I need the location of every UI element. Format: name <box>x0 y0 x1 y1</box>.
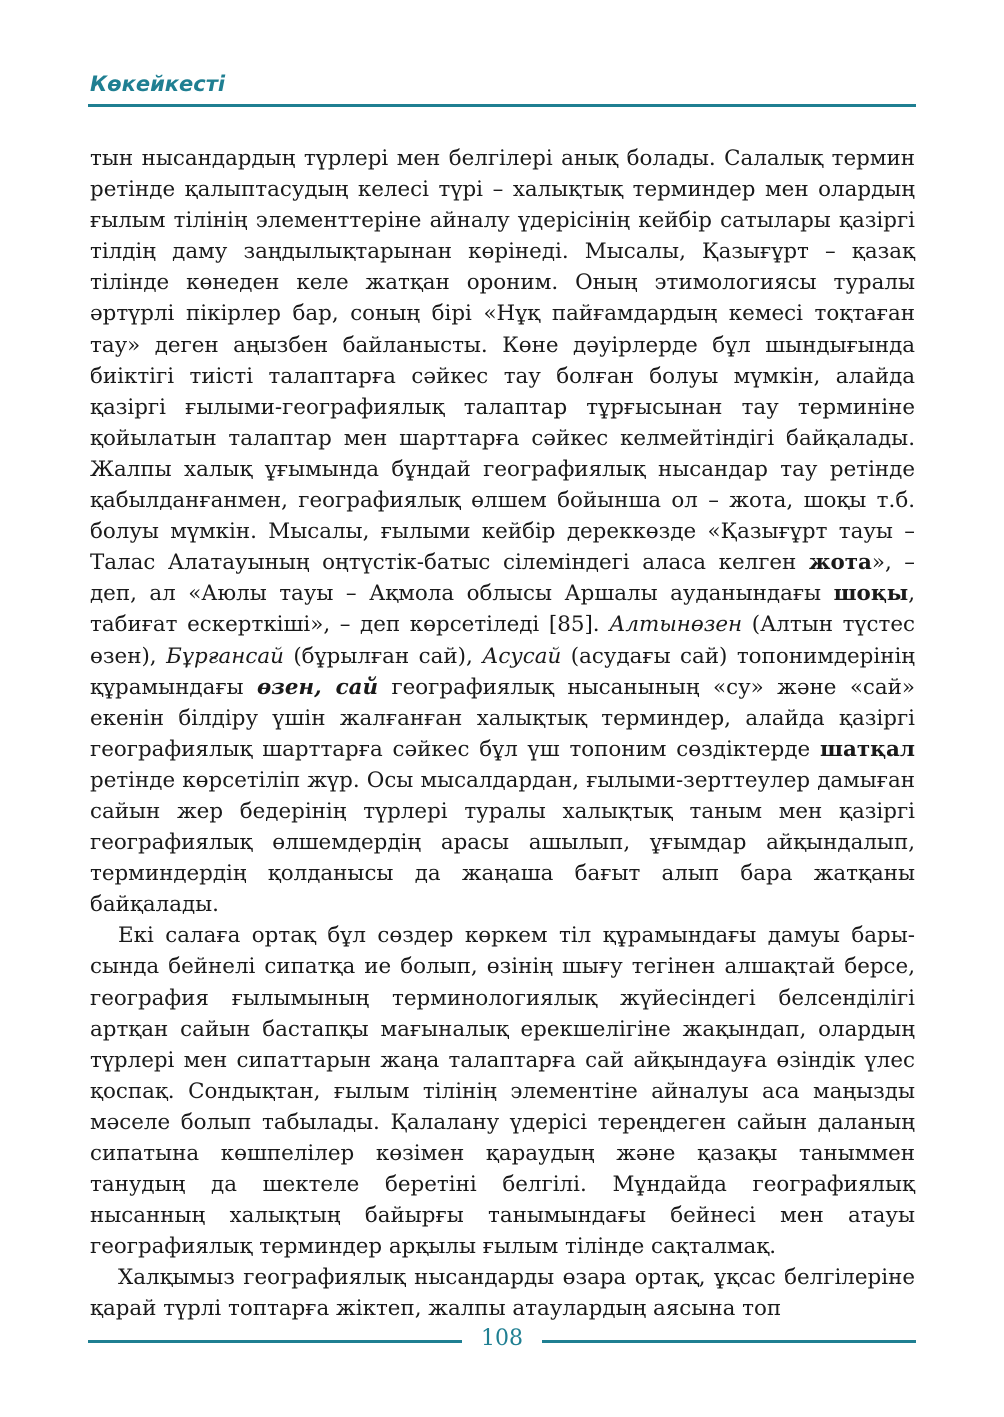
text-run: тын нысандардың түрлері мен белгілері анық болады. Салалық термин ретінде қалыптасудың келесі түрі – халықтық терминдер мен олардың ғылым тілінің элементтеріне айналу үдерісінің кейбір сатылары қазіргі тілдің даму заңдылықтарынан көрінеді. Мысалы, Қазығұрт – қазақ тілінде көнеден келе жатқан ороним. Оның этимологиясы туралы әртүрлі пікірлер бар, соның бірі «Нұқ пайғамдардың кемесі тоқтаған тау» деген аңызбен байланысты. Көне дәуірлерде бұл шындығында биіктігі тиісті талаптарға сәйкес тау болған болуы мүмкін, алайда қазіргі ғылыми-географиялық талаптар тұрғысынан тау терминіне қойылатын талаптар мен шарттарға сәйкес келмейтіндігі байқалады. Жалпы халық ұғымында бұндай географиялық нысандар тау ретінде қабылданғанмен, географиялық өлшем бойынша ол – жота, шоқы т.б. болуы мүмкін. Мысалы, ғылыми кейбір дереккөзде «Қазығұрт тауы – Талас Алатауының оңтүстік-батыс сілеміндегі аласа келген <box>90 146 915 576</box>
emphasized-term: Бұрғансай <box>166 643 284 669</box>
text-run: (асудағы сай) топонимдерінің құрамындағы <box>90 643 916 700</box>
text-run: Халқымыз географиялық нысандарды өзара ортақ, ұқсас белгілеріне қарай түрлі топтарға жіктеп, жалпы атаулардың аясына топ <box>90 1265 915 1322</box>
header-divider <box>88 104 916 107</box>
text-run: (бұрылған сай), <box>283 643 483 669</box>
emphasized-term: Алтынөзен <box>609 612 743 638</box>
text-run: », – деп, ал «Аюлы тауы – Ақмола облысы Аршалы ауданындағы <box>90 550 915 607</box>
body-text <box>90 143 915 1325</box>
page-number: 108 <box>481 1326 523 1351</box>
text-run: (Алтын түстес өзен), <box>90 612 915 669</box>
text-run: географиялық нысанының «су» және «сай» екенін білдіру үшін жалғанған халықтық терминдер, алайда қазіргі географиялық шарттарға сәйкес бұл үш топоним сөздіктерде <box>90 674 915 762</box>
emphasized-term: Асусай <box>482 643 562 669</box>
emphasized-term: жота <box>808 550 872 576</box>
text-run: , табиғат ескерткіші», – деп көрсетіледі [85]. <box>90 581 915 638</box>
emphasized-term: шатқал <box>820 736 915 762</box>
paragraph <box>90 1262 915 1324</box>
paragraph <box>90 920 915 1262</box>
footer-divider-left <box>88 1340 462 1343</box>
running-header: Көкейкесті <box>90 72 226 96</box>
text-run: Екі салаға ортақ бұл сөздер көркем тіл құрамындағы дамуы барысында бейнелі сипатқа ие болып, өзінің шығу тегінен алшақтай берсе, география ғылымының терминологиялық жүйесіндегі белсенділігі артқан сайын бастапқы мағыналық ерекшелігіне жақындап, олардың түрлері мен сипаттарын жаңа талаптарға сай айқындауға өзіндік үлес қоспақ. Сондықтан, ғылым тілінің элементіне айналуы аса маңызды мәселе болып табылады. Қалалану үдерісі тереңдеген сайын даланың сипатына көшпелілер көзімен қараудың және қазақы таныммен танудың да шектеле беретіні белгілі. Мұндайда географиялық нысанның халықтың байырғы танымындағы бейнесі мен атауы географиялық терминдер арқылы ғылым тілінде сақталмақ. <box>90 923 915 1260</box>
text-run: ретінде көрсетіліп жүр. Осы мысалдардан, ғылыми-зерттеулер дамыған сайын жер бедерінің түрлері туралы халықтық таным мен қазіргі географиялық өлшемдердің арасы ашылып, ұғымдар айқындалып, терминдердің қолданысы да жаңаша бағыт алып бара жатқаны байқалады. <box>90 767 915 918</box>
emphasized-term: өзен, сай <box>256 674 379 700</box>
emphasized-term: шоқы <box>833 581 909 607</box>
paragraph <box>90 143 915 920</box>
footer-divider-right <box>542 1340 916 1343</box>
